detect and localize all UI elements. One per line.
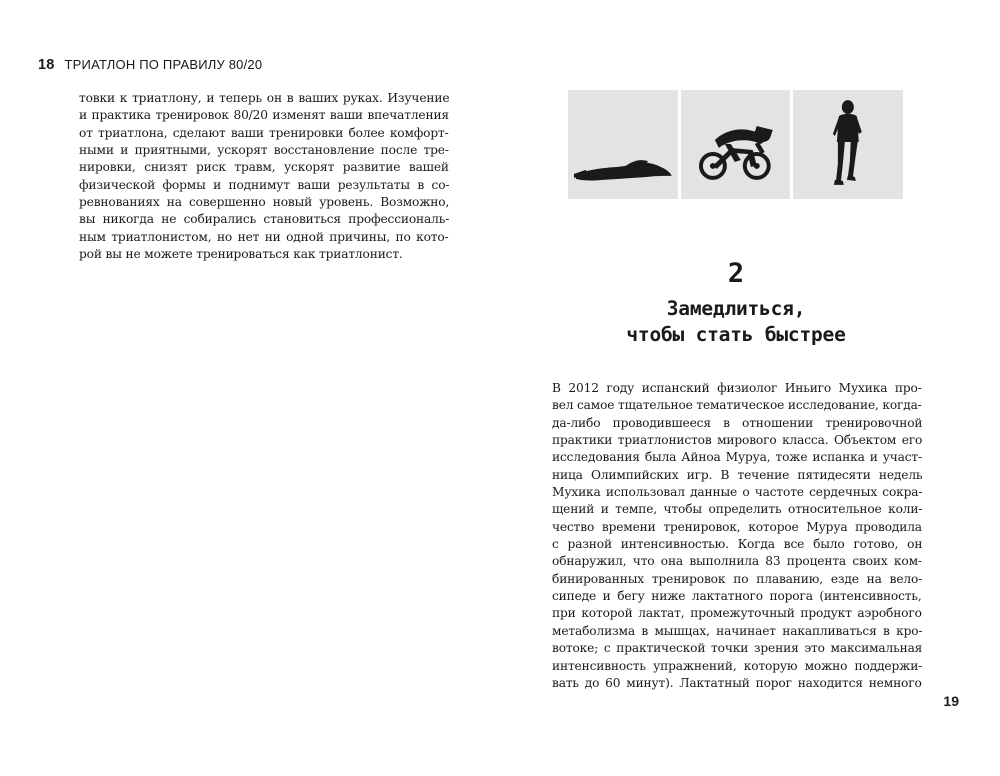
chapter-title-line: чтобы стать быстрее bbox=[626, 323, 846, 346]
text-line: от триатлона, сделают ваши тренировки более комфорт- bbox=[79, 125, 449, 140]
text-line: обнаружил, что она выполнила 83 процента своих ком- bbox=[552, 554, 922, 569]
text-line: ревнованиях на совершенно новый уровень. Возможно, bbox=[79, 195, 450, 210]
running-head bbox=[38, 57, 262, 73]
text-line: интенсивность упражнений, которую можно поддержи- bbox=[552, 658, 923, 673]
text-line: нировки, снизят риск травм, ускорят развитие вашей bbox=[79, 160, 449, 175]
text-line: сипеде и бегу ниже лактатного порога (интенсивность, bbox=[552, 589, 922, 604]
run-panel bbox=[793, 90, 903, 199]
cyclist-icon bbox=[681, 90, 791, 199]
text-line: вел самое тщательное тематическое исследование, когда- bbox=[552, 398, 922, 413]
left-page-number: 18 bbox=[38, 57, 55, 73]
text-line: вать до 60 минут). Лактатный порог находится немного bbox=[552, 675, 922, 690]
swim-panel bbox=[568, 90, 678, 199]
text-line: физической формы и поднимут ваши результаты в со- bbox=[79, 177, 450, 192]
text-line: ным триатлонистом, но нет ни одной причины, по кото- bbox=[79, 229, 449, 244]
text-line: и практика тренировок 80/20 изменят ваши впечатления bbox=[79, 108, 449, 123]
text-line: практики триатлонистов мирового класса. Объектом его bbox=[552, 433, 923, 448]
triathlon-figure bbox=[568, 90, 903, 199]
text-line: при которой лактат, промежуточный продукт аэробного bbox=[552, 606, 922, 621]
text-line: бинированных тренировок по плаванию, езде на вело- bbox=[552, 571, 923, 586]
text-line: В 2012 году испанский физиолог Иньиго Мухика про- bbox=[552, 381, 922, 395]
text-line: с разной интенсивностью. Когда все было готово, он bbox=[552, 537, 923, 552]
text-line: щений и темпе, чтобы определить относительное коли- bbox=[552, 502, 923, 517]
chapter-number: 2 bbox=[727, 258, 745, 289]
chapter-title-line: Замедлиться, bbox=[666, 297, 806, 320]
right-body-text bbox=[552, 380, 922, 692]
text-line: ница Олимпийских игр. В течение пятидесяти недель bbox=[552, 467, 923, 482]
text-line: рой вы не можете тренироваться как триатлонист. bbox=[79, 247, 403, 262]
text-line: Мухика использовал данные о частоте сердечных сокра- bbox=[552, 485, 923, 500]
running-head-title: ТРИАТЛОН ПО ПРАВИЛУ 80/20 bbox=[64, 57, 263, 72]
text-line: да-либо проводившееся в отношении тренировочной bbox=[552, 415, 923, 430]
text-line: товки к триатлону, и теперь он в ваших руках. Изучение bbox=[79, 91, 450, 105]
text-line: ными и приятными, ускорят восстановление после тре- bbox=[79, 143, 449, 158]
text-line: чество времени тренировок, которое Муруа проводила bbox=[552, 519, 922, 534]
bike-panel bbox=[681, 90, 791, 199]
text-line: метаболизма в мышцах, начинает накапливаться в кро- bbox=[552, 623, 923, 638]
text-line: вы никогда не собирались становиться профессиональ- bbox=[79, 212, 450, 227]
chapter-title bbox=[500, 296, 972, 348]
runner-icon bbox=[793, 90, 903, 199]
right-page-number: 19 bbox=[943, 693, 959, 709]
left-body-text bbox=[79, 90, 449, 263]
text-line: вотоке; с практической точки зрения это максимальная bbox=[552, 641, 923, 656]
swimmer-icon bbox=[568, 90, 678, 199]
right-page bbox=[500, 0, 1000, 776]
text-line: исследования была Айноа Муруа, тоже испанка и участ- bbox=[552, 450, 922, 465]
